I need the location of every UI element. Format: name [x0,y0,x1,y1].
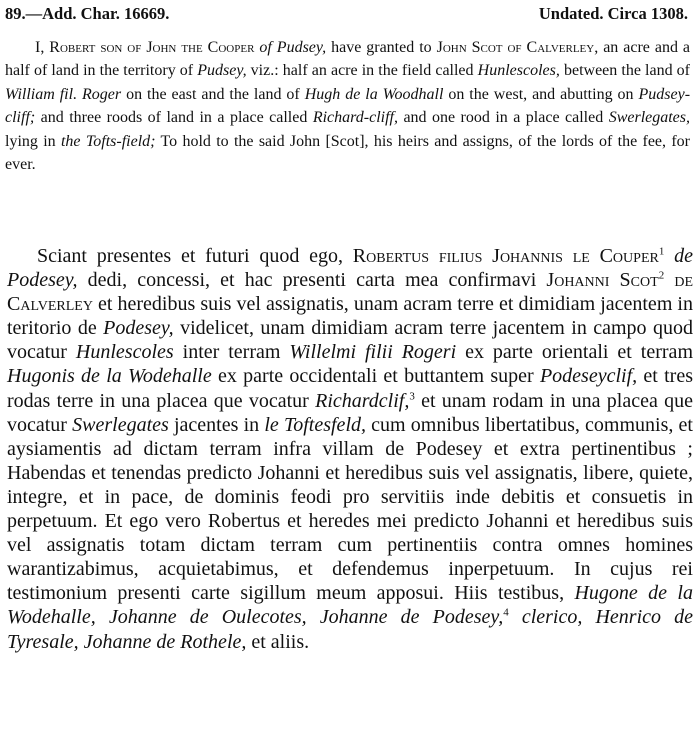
charter-text: inter terram [173,341,290,364]
witness-name: Johanne de Rothele, [83,630,247,653]
charter-text: cum omnibus libertatibus, communis, et aysiamentis ad dictam terram infra villam de Podesey et extra pertinentibus ; Habendas et tenendas predicto Johanni et heredibus suis vel assignatis, libere, quiete, integre, et in pace, de dominis feodi pro servitiis inde debitis et consuetis in perpetuum. Et ego vero Robertus et heredes mei predicto Johanni et heredibus suis vel assignatis totam dictam terram cum pertinentiis contra omnes homines warantizabimus, acquietabimus, et defendemus inperpetuum. In cujus rei testimonium presenti carte sigillum meum apposui. Hiis testibus, [7,413,693,605]
charter-text: et aliis. [246,630,310,653]
field-name: Hunlescoles [75,341,174,364]
grantee-place: de Calverley [7,269,694,316]
charter-text: et unam rodam in una placea que vocatur [7,389,693,436]
charter-reference: —Add. Char. 16669. [25,4,170,23]
charter-text: jacentes in [168,413,265,436]
charter-text: videlicet, unam dimidiam acram terre jacentem in campo quod vocatur [7,317,693,364]
summary-text: on the east and the land of [121,85,305,103]
summary-text: viz.: half an acre in the field called [246,62,478,80]
charter-text [664,269,674,291]
grantee-name: John Scot of Calverley, [436,39,599,56]
place-name: Podesey, [103,317,174,340]
footnote-marker: 2 [658,269,665,282]
witness-name: Johanne de Oulecotes, [108,606,307,629]
charter-text: Sciant presentes et futuri quod ego, [37,245,353,267]
charter-text: ex parte occidentali et buttantem super [211,365,540,388]
witness-title: clerico, [521,606,583,629]
place-name: Richard-cliff, [312,109,398,127]
place-name: of Pudsey, [259,39,327,56]
footnote-marker: 4 [503,606,509,619]
entry-date: Undated. Circa 1308. [538,4,688,23]
field-name: the Tofts-field; [60,132,156,150]
grantee-name: Johanni Scot [546,269,659,292]
summary-text: on the west, and abutting on [443,85,639,103]
person-name: Hugh de la Woodhall [304,85,444,103]
place-name: de Podesey, [7,245,694,292]
place-name: Richardclif, [315,389,410,412]
witness-name: Johanne de Podesey, [319,606,504,629]
place-name: Pudsey-cliff; [5,85,691,127]
charter-text [307,606,320,628]
person-name: Willelmi filii Rogeri [289,341,457,364]
charter-text: et tres rodas terre in una placea que vocatur [7,365,693,412]
entry-reference [5,4,169,24]
footnote-marker: 3 [409,389,415,402]
summary-text: lying in [5,132,61,150]
charter-text: et heredibus suis vel assignatis, unam acram terre et dimidiam jacentem in teritorio de [7,293,693,340]
field-name: le Toftesfeld, [264,413,366,436]
footnote-marker: 1 [658,245,665,258]
place-name: Swerlegates, [608,109,691,127]
summary-text: I, [35,39,50,56]
place-name: Pudsey, [197,62,247,80]
summary-text: an acre and a half of land in the territory of [5,39,691,80]
charter-text: ex parte orientali et terram [456,341,693,364]
summary-text: To hold to the said John [Scot], his heirs and assigns, of the lords of the fee, for ever. [5,132,690,174]
witness-name: Hugone de la Wodehalle, [7,582,693,629]
charter-text [96,606,109,628]
entry-header [5,4,688,28]
place-name: Swerlegates [72,413,169,436]
entry-number: 89. [5,4,26,23]
witness-name: Henrico de Tyresale, [7,606,694,653]
grantor-name: Robertus filius Johannis le Couper [352,245,659,267]
place-name: Podeseyclif, [539,365,638,388]
summary-text: and one rood in a place called [397,109,609,127]
summary-text: have granted to [326,39,437,56]
charter-text [509,606,522,628]
summary-text: between the land of [559,62,691,80]
english-summary [5,36,690,176]
field-name: Hunlescoles, [477,62,560,80]
person-name: William fil. Roger [5,85,122,103]
grantor-name: Robert son of John the Cooper [49,39,255,56]
charter-text [582,606,595,628]
charter-text: dedi, concessi, et hac presenti carta mea confirmavi [77,269,547,292]
charter-text [664,245,674,267]
person-name: Hugonis de la Wodehalle [7,365,212,388]
latin-charter-text [7,244,693,654]
summary-text: and three roods of land in a place called [35,109,313,127]
